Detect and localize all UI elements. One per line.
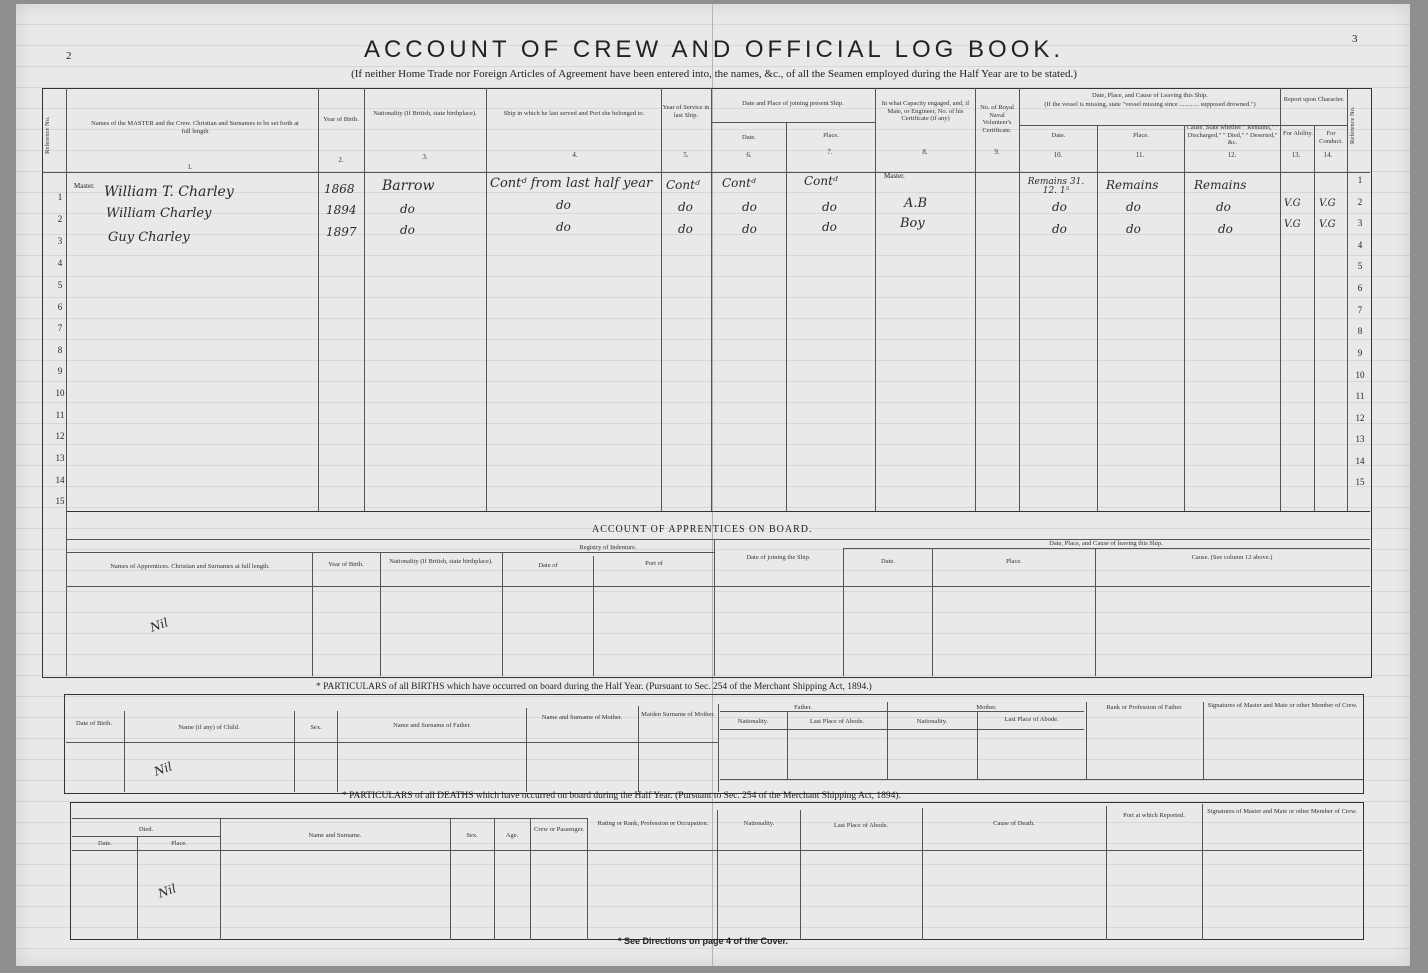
deaths-header-died: Died.	[138, 826, 154, 833]
crew-join-place: Contᵈ	[804, 174, 838, 188]
deaths-header-signatures: Signatures of Master and Mate or other Member of Crew.	[1207, 808, 1357, 815]
apprentice-header-date-of: Date of	[538, 562, 558, 569]
deaths-header-nationality: Nationality.	[743, 820, 775, 827]
row-number-right: 9	[1357, 348, 1363, 358]
apprentice-header-names: Names of Apprentices. Christian and Surnames at full length.	[110, 563, 270, 570]
row-number: 15	[55, 496, 65, 506]
births-header-signatures: Signatures of Master and Mate or other Member of Crew.	[1207, 702, 1358, 709]
births-header-mother-nationality: Nationality.	[916, 718, 948, 725]
crew-join-place: do	[822, 200, 837, 214]
col-number: 13.	[1291, 151, 1301, 159]
apprentice-header-leave-cause: Cause. (See column 12 above.)	[1191, 554, 1273, 561]
crew-leave-cause: do	[1216, 200, 1231, 214]
crew-leave-date: do	[1052, 200, 1067, 214]
crew-conduct: V.G	[1319, 198, 1336, 209]
deaths-header-crew: Crew or Passenger.	[533, 826, 584, 833]
crew-header-conduct: For Conduct.	[1319, 130, 1343, 145]
right-page-number: 3	[1352, 33, 1358, 45]
crew-conduct: V.G	[1319, 219, 1336, 230]
crew-join-date: do	[742, 222, 757, 236]
crew-header-joining: Date and Place of joining present Ship.	[742, 100, 844, 107]
crew-header-leave-place: Place.	[1133, 132, 1149, 139]
deaths-header-date: Date.	[98, 840, 112, 847]
births-header-date: Date of Birth.	[76, 720, 112, 727]
left-page-number: 2	[66, 50, 72, 62]
deaths-header-port: Port at which Reported.	[1123, 812, 1185, 819]
deaths-header-rating: Rating or Rank, Profession or Occupation.	[597, 820, 709, 827]
apprentice-header-joining: Date of joining the Ship.	[746, 554, 811, 561]
births-header-name: Name (if any) of Child.	[178, 724, 240, 731]
deaths-title: * PARTICULARS of all DEATHS which have occurred on board during the Half Year. (Pursuant to Sec. 254 of the Merchant Shipping Act, 1894).	[342, 791, 901, 801]
apprentice-header-year: Year of Birth.	[328, 561, 364, 568]
crew-leave-place: do	[1126, 222, 1141, 236]
row-number-right: 5	[1357, 261, 1363, 271]
crew-header-join-place: Place.	[823, 132, 839, 139]
col-number: 4.	[572, 151, 578, 159]
row-number: 6	[57, 302, 63, 312]
births-header-sex: Sex.	[310, 724, 322, 731]
crew-header-ability: For Ability.	[1283, 130, 1313, 137]
crew-header-report: Report upon Character.	[1283, 96, 1345, 103]
births-header-father-abode: Last Place of Abode.	[809, 718, 865, 725]
row-number: 4	[57, 258, 63, 268]
crew-year: 1868	[324, 182, 355, 196]
births-header-maiden: Maiden Surname of Mother.	[641, 711, 715, 718]
col-number: 8.	[922, 148, 928, 156]
master-label: Master.	[74, 182, 95, 190]
crew-ability: V.G	[1284, 198, 1301, 209]
apprentice-header-port-of: Port of	[645, 560, 663, 567]
row-number-right: 14	[1355, 456, 1365, 466]
row-number-right: 3	[1357, 218, 1363, 228]
page-subtitle: (If neither Home Trade nor Foreign Articles of Agreement have been entered into, the names, &c., of all the Seamen employed during the Half Year are to be stated.)	[351, 68, 1077, 80]
col-number: 1.	[187, 163, 193, 171]
crew-nationality: Barrow	[382, 178, 435, 194]
col-number: 12.	[1227, 151, 1237, 159]
crew-header-capacity: In what Capacity engaged, and, if Mate, or Engineer, No. of his Certificate (if any)	[881, 100, 970, 122]
apprentice-header-nationality: Nationality (If British, state birthplace).	[389, 558, 493, 565]
crew-nationality: do	[400, 202, 415, 216]
crew-year: 1897	[326, 225, 357, 239]
row-number: 3	[57, 236, 63, 246]
births-header-father-name: Name and Surname of Father.	[393, 722, 471, 729]
crew-ship: do	[556, 220, 571, 234]
births-header-mother-name: Name and Surname of Mother.	[541, 714, 623, 721]
crew-nationality: do	[400, 223, 415, 237]
row-number-right: 6	[1357, 283, 1363, 293]
row-number: 7	[57, 323, 63, 333]
crew-name: William Charley	[106, 206, 212, 221]
apprentice-header-leave-place: Place.	[1006, 558, 1022, 565]
col-number: 9.	[994, 148, 1000, 156]
row-number-right: 8	[1357, 326, 1363, 336]
births-header-mother: Mother.	[976, 704, 997, 711]
row-number-right: 2	[1357, 197, 1363, 207]
row-number: 5	[57, 280, 63, 290]
col-number: 2.	[338, 156, 344, 164]
deaths-header-sex: Sex.	[466, 832, 478, 839]
crew-leave-cause: Remains	[1194, 178, 1247, 192]
row-number: 13	[55, 453, 65, 463]
births-title: * PARTICULARS of all BIRTHS which have occurred on board during the Half Year. (Pursuant to Sec. 254 of the Merchant Shipping Act, 1894.)	[316, 682, 872, 692]
row-number-right: 15	[1355, 477, 1365, 487]
crew-header-year: Year of Birth.	[323, 116, 359, 123]
crew-header-ref-right: Reference No.	[1349, 106, 1356, 144]
apprentices-title: ACCOUNT OF APPRENTICES ON BOARD.	[592, 524, 813, 535]
apprentice-header-leaving: Date, Place, and Cause of leaving this Ship.	[1049, 540, 1163, 547]
crew-leave-place: Remains	[1106, 178, 1159, 192]
births-header-father: Father.	[794, 704, 812, 711]
col-number: 14.	[1323, 151, 1333, 159]
deaths-header-age: Age.	[505, 832, 519, 839]
crew-header-leave-date: Date.	[1051, 132, 1066, 139]
births-header-rank: Rank or Profession of Father.	[1106, 704, 1183, 711]
footer-note: * See Directions on page 4 of the Cover.	[618, 936, 789, 946]
col-number: 5.	[683, 151, 689, 159]
crew-header-naval: No. of Royal Naval Volunteer's Certificate.	[980, 104, 1014, 134]
births-header-father-nationality: Nationality.	[737, 718, 769, 725]
deaths-header-cause: Cause of Death.	[993, 820, 1035, 827]
apprentices-nil: Nil	[148, 615, 171, 635]
crew-name: Guy Charley	[108, 230, 190, 245]
crew-ship: do	[556, 198, 571, 212]
crew-header-leaving: Date, Place, and Cause of Leaving this Ship.	[1092, 92, 1208, 99]
col-number: 3.	[422, 153, 428, 161]
row-number: 10	[55, 388, 65, 398]
row-number: 8	[57, 345, 63, 355]
crew-header-service: Year of Service in last Ship.	[662, 104, 710, 119]
crew-header-ship: Ship in which he last served and Port she belonged to.	[503, 110, 645, 117]
births-nil: Nil	[152, 759, 175, 779]
row-number: 9	[57, 366, 63, 376]
deaths-header-name: Name and Surname.	[308, 832, 362, 839]
row-number: 14	[55, 475, 65, 485]
crew-header-names: Names of the MASTER and the Crew. Christian and Surnames to be set forth at full length	[91, 120, 299, 135]
row-number-right: 12	[1355, 413, 1365, 423]
births-header-mother-abode: Last Place of Abode.	[1004, 716, 1059, 723]
row-number-right: 10	[1355, 370, 1365, 380]
crew-capacity: A.B	[904, 196, 928, 211]
col-number: 7.	[827, 148, 833, 156]
row-number-right: 4	[1357, 240, 1363, 250]
crew-header-nationality: Nationality (If British, state birthplace).	[373, 110, 477, 117]
page-title: ACCOUNT OF CREW AND OFFICIAL LOG BOOK.	[363, 36, 1065, 63]
deaths-header-abode: Last Place of Abode.	[833, 822, 889, 829]
row-number-right: 11	[1355, 391, 1365, 401]
crew-header-leaving-note: (If the vessel is missing, state "vessel missing since ............ supposed drowned.")	[1044, 101, 1256, 108]
crew-table	[42, 88, 1372, 678]
row-number: 11	[55, 410, 65, 420]
row-number-right: 1	[1357, 175, 1363, 185]
crew-join-date: do	[742, 200, 757, 214]
crew-year: 1894	[326, 203, 357, 217]
crew-service: do	[678, 222, 693, 236]
crew-join-date: Contᵈ	[722, 176, 756, 190]
master-capacity-label: Master.	[884, 172, 905, 180]
crew-service: Contᵈ	[666, 178, 700, 192]
row-number-right: 13	[1355, 434, 1365, 444]
crew-leave-cause: do	[1218, 222, 1233, 236]
crew-name: William T. Charley	[104, 184, 234, 200]
crew-service: do	[678, 200, 693, 214]
crew-leave-date: Remains 31. 12. 1⁵	[1027, 177, 1085, 196]
crew-join-place: do	[822, 220, 837, 234]
crew-capacity: Boy	[900, 216, 925, 231]
deaths-header-place: Place.	[171, 840, 187, 847]
crew-ability: V.G	[1284, 219, 1301, 230]
row-number: 12	[55, 431, 65, 441]
deaths-nil: Nil	[156, 881, 179, 901]
crew-header-leave-cause: Cause. State whether " Remains," " Discharged," " Died," " Deserted," &c.	[1186, 124, 1279, 146]
apprentice-header-registry: Registry of Indenture.	[579, 544, 637, 551]
col-number: 10.	[1053, 151, 1063, 159]
apprentice-header-leave-date: Date.	[881, 558, 895, 565]
crew-leave-place: do	[1126, 200, 1141, 214]
row-number: 1	[57, 192, 63, 202]
col-number: 6.	[746, 151, 752, 159]
crew-leave-date: do	[1052, 222, 1067, 236]
crew-header-join-date: Date.	[742, 134, 756, 141]
crew-header-ref: Reference No.	[44, 116, 51, 154]
row-number-right: 7	[1357, 305, 1363, 315]
crew-ship: Contᵈ from last half year	[490, 176, 653, 191]
col-number: 11.	[1135, 151, 1145, 159]
row-number: 2	[57, 214, 63, 224]
